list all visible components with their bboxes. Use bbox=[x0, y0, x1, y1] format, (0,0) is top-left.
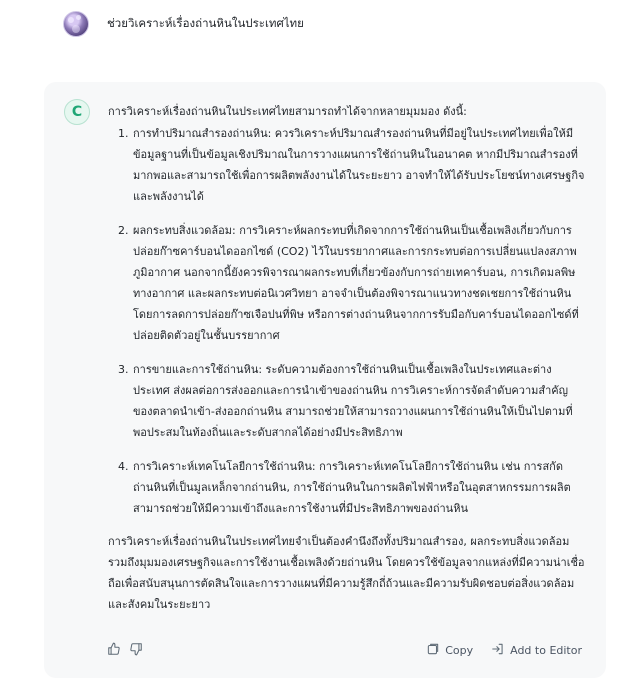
list-item-text: ผลกระทบสิ่งแวดล้อม: การวิเคราะห์ผลกระทบที่เกิดจากการใช้ถ่านหินเป็นเชื้อเพลิงเกี่ยวกับการปล่อยก๊าซคาร์บอนไดออกไซด์ (CO2) ไว้ในบรรยากาศและการกระทบต่อการเปลี่ยนแปลงสภาพภูมิอากาศ นอกจากนี้ยังควรพิจารณาผลกระทบที่เกี่ยวข้องกับการถ่ายเทคาร์บอน, การเกิดมลพิษทางอากาศ และผลกระทบต่อนิเวศวิทยา อาจจำเป็นต้องพิจารณาแนวทางชดเชยการใช้ถ่านหินโดยการลดการปล่อยก๊าซเจือปนที่พิษ หรือการต่างถ่านหินจากการรับมือกับคาร์บอนไดออกไซด์ที่ปล่อยติดตัวอยู่ในชั้นบรรยากาศ bbox=[133, 224, 579, 342]
analysis-list bbox=[108, 123, 586, 519]
copy-button-label: Copy bbox=[445, 643, 474, 657]
feedback-actions bbox=[107, 641, 143, 660]
add-to-editor-icon bbox=[491, 642, 505, 659]
list-item-text: การขายและการใช้ถ่านหิน: ระดับความต้องการใช้ถ่านหินเป็นเชื้อเพลิงในประเทศและต่างประเทศ ส่งผลต่อการส่งออกและการนำเข้าของถ่านหิน การวิเคราะห์การจัดลำดับความสำคัญของตลาดนำเข้า-ส่งออกถ่านหิน สามารถช่วยให้สามารถวางแผนการใช้ถ่านหินให้เป็นไปตามที่พอประสมในท้องถิ่นและระดับสากลได้อย่างมีประสิทธิภาพ bbox=[133, 363, 573, 439]
assistant-logo-icon bbox=[64, 99, 90, 125]
list-item-number: 2. bbox=[118, 224, 129, 237]
copy-icon bbox=[426, 642, 440, 659]
response-intro: การวิเคราะห์เรื่องถ่านหินในประเทศไทยสามารถทำได้จากหลายมุมมอง ดังนี้: bbox=[108, 105, 467, 118]
user-message: ช่วยวิเคราะห์เรื่องถ่านหินในประเทศไทย bbox=[107, 16, 304, 30]
list-item-text: การทำปริมาณสำรองถ่านหิน: ควรวิเคราะห์ปริมาณสำรองถ่านหินที่มีอยู่ในประเทศไทยเพื่อให้มีข้อมูลฐานที่เป็นข้อมูลเชิงปริมาณในการวางแผนการใช้ถ่านหินในอนาคต หากมีปริมาณสำรองที่มากพอและสามารถใช้เพื่อการผลิตพลังงานได้ในระยะยาว อาจทำให้ได้รับประโยชน์ทางเศรษฐกิจและพลังงานได้ bbox=[133, 127, 585, 203]
list-item-number: 3. bbox=[118, 363, 129, 376]
response-actions-bar bbox=[107, 640, 582, 660]
add-to-editor-button[interactable] bbox=[491, 642, 582, 659]
list-item bbox=[118, 359, 586, 443]
list-item bbox=[118, 456, 586, 519]
list-item bbox=[118, 123, 586, 207]
user-message-row bbox=[63, 10, 304, 38]
list-item-text: การวิเคราะห์เทคโนโลยีการใช้ถ่านหิน: การวิเคราะห์เทคโนโลยีการใช้ถ่านหิน เช่น การสกัดถ่านหินที่เป็นมูลเหล็กจากถ่านหิน, การใช้ถ่านหินในการผลิตไฟฟ้าหรือในอุตสาหกรรมการผลิต สามารถช่วยให้มีความเข้าถึงและการใช้งานที่มีประสิทธิภาพของถ่านหิน bbox=[133, 460, 571, 515]
assistant-response-content bbox=[108, 101, 586, 615]
add-to-editor-button-label: Add to Editor bbox=[510, 643, 582, 657]
thumbs-up-icon[interactable] bbox=[107, 641, 121, 660]
assistant-logo-letter: C bbox=[71, 104, 83, 120]
list-item-number: 1. bbox=[118, 127, 129, 140]
copy-button[interactable] bbox=[426, 642, 473, 659]
assistant-response-card bbox=[44, 82, 606, 678]
response-tools bbox=[426, 642, 582, 659]
list-item-number: 4. bbox=[118, 460, 129, 473]
avatar bbox=[63, 11, 89, 37]
thumbs-down-icon[interactable] bbox=[129, 641, 143, 660]
list-item bbox=[118, 220, 586, 346]
response-summary: การวิเคราะห์เรื่องถ่านหินในประเทศไทยจำเป็นต้องคำนึงถึงทั้งปริมาณสำรอง, ผลกระทบสิ่งแวดล้อม รวมถึงมุมมองเศรษฐกิจและการใช้งานเชื้อเพลิงด้วยถ่านหิน โดยควรใช้ข้อมูลจากแหล่งที่มีความน่าเชื่อถือเพื่อสนับสนุนการตัดสินใจและการวางแผนที่มีความรู้สึกถี่ถ้วนและมีความรับผิดชอบต่อสิ่งแวดล้อมและสังคมในระยะยาว bbox=[108, 535, 585, 611]
